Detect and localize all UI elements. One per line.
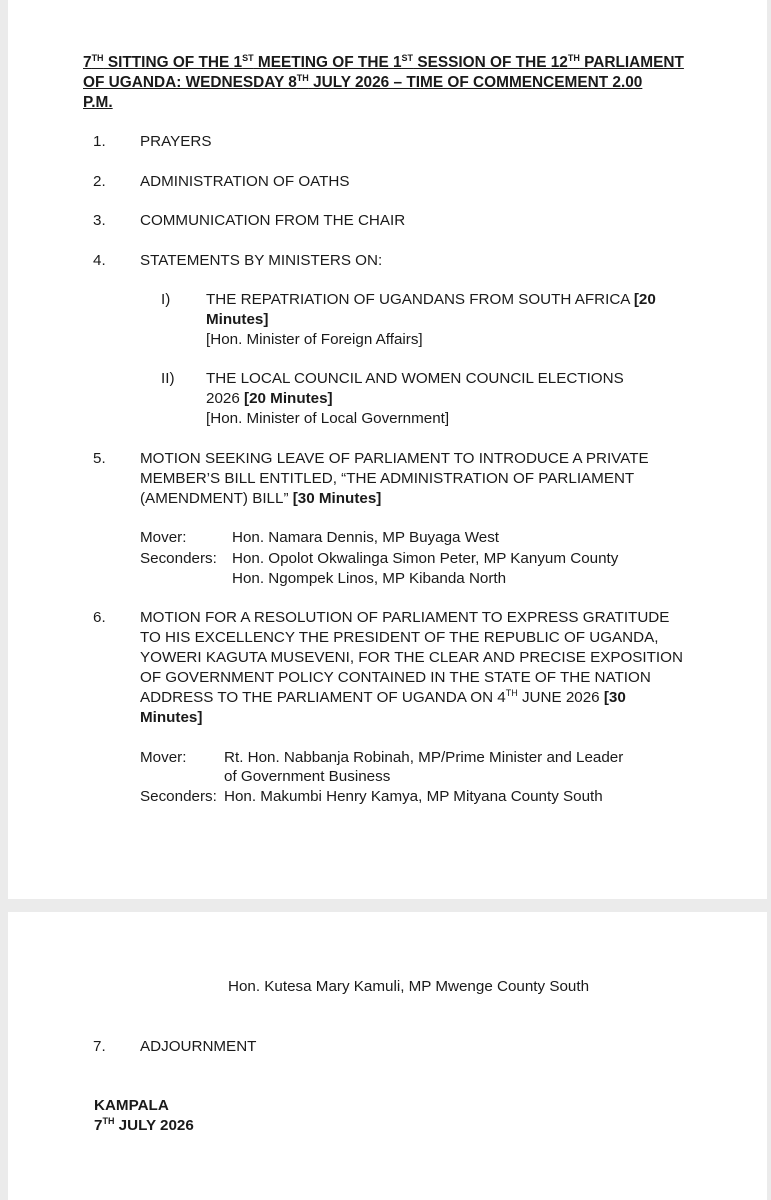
item-4-sub-2-minister: [Hon. Minister of Local Government] [206, 410, 450, 427]
footer-date-suffix: TH [102, 1115, 115, 1126]
footer-date-number: 7 [94, 1117, 103, 1134]
item-6-number: 6. [93, 609, 106, 626]
heading-date-suffix: TH [296, 72, 309, 83]
item-6-mover-label: Mover: [140, 749, 187, 766]
heading-time-text: JULY 2026 – TIME OF COMMENCEMENT 2.00 [308, 74, 643, 91]
item-6-seconders-label: Seconders: [140, 788, 217, 805]
heading-sitting-text: SITTING OF THE [103, 54, 234, 71]
item-6-line-4: OF GOVERNMENT POLICY CONTAINED IN THE STATE OF THE NATION [140, 669, 651, 686]
item-5-seconders-label: Seconders: [140, 550, 217, 567]
item-4-sub-2-time: [20 Minutes] [244, 390, 333, 407]
item-5-line-1: MOTION SEEKING LEAVE OF PARLIAMENT TO INTRODUCE A PRIVATE [140, 450, 649, 467]
item-6-time-b: Minutes] [140, 709, 203, 726]
footer-place: KAMPALA [94, 1097, 169, 1114]
heading-session-suffix: ST [401, 52, 414, 63]
item-7-number: 7. [93, 1038, 106, 1055]
item-4-sub-1-time-a: [20 [633, 291, 656, 308]
heading-session-text: SESSION OF THE [413, 54, 551, 71]
item-6-line-1: MOTION FOR A RESOLUTION OF PARLIAMENT TO EXPRESS GRATITUDE [140, 609, 670, 626]
item-4-number: 4. [93, 252, 106, 269]
order-paper-page-2 [8, 912, 767, 1200]
heading-meeting-number: 1 [233, 54, 243, 71]
item-4-sub-1-time-b: Minutes] [206, 311, 269, 328]
item-5-bill-title: (AMENDMENT) BILL” [140, 490, 293, 507]
heading-meeting-text: MEETING OF THE [253, 54, 393, 71]
item-6-date-rest: JUNE 2026 [517, 689, 604, 706]
item-4-sub-1-minister: [Hon. Minister of Foreign Affairs] [206, 331, 423, 348]
item-5-number: 5. [93, 450, 106, 467]
item-4-sub-2-line-2 [206, 389, 333, 409]
item-6-seconder-2: Hon. Kutesa Mary Kamuli, MP Mwenge County South [228, 978, 590, 995]
heading-sitting-number: 7 [83, 54, 92, 71]
item-5-seconder-1: Hon. Opolot Okwalinga Simon Peter, MP Kanyum County [232, 550, 619, 567]
item-6-mover-line-2: of Government Business [224, 768, 391, 785]
footer-date [94, 1116, 194, 1136]
item-5-mover-label: Mover: [140, 529, 187, 546]
heading-sitting-suffix: TH [91, 52, 104, 63]
item-6-line-5 [140, 688, 626, 708]
item-4-text: STATEMENTS BY MINISTERS ON: [140, 252, 383, 269]
heading-date-text: OF UGANDA: WEDNESDAY 8 [83, 74, 297, 91]
item-5-line-2: MEMBER’S BILL ENTITLED, “THE ADMINISTRATION OF PARLIAMENT [140, 470, 635, 487]
heading-line-2 [83, 74, 642, 92]
item-4-sub-1-line-1: THE REPATRIATION OF UGANDANS FROM SOUTH AFRICA [206, 291, 634, 308]
heading-parliament-text: PARLIAMENT [579, 54, 684, 71]
item-6-line-3: YOWERI KAGUTA MUSEVENI, FOR THE CLEAR AND PRECISE EXPOSITION [140, 649, 683, 666]
footer-date-rest: JULY 2026 [114, 1117, 194, 1134]
item-4-sub-1-number: I) [161, 291, 171, 308]
heading-meeting-suffix: ST [242, 52, 254, 63]
item-3-text: COMMUNICATION FROM THE CHAIR [140, 212, 406, 229]
heading-parliament-suffix: TH [567, 52, 580, 63]
item-4-sub-2-year: 2026 [206, 390, 245, 407]
item-5-mover: Hon. Namara Dennis, MP Buyaga West [232, 529, 500, 546]
heading-session-number: 1 [392, 54, 402, 71]
item-2-text: ADMINISTRATION OF OATHS [140, 173, 350, 190]
item-4-sub-1-title [206, 290, 656, 310]
item-6-address-text: ADDRESS TO THE PARLIAMENT OF UGANDA ON 4 [140, 689, 506, 706]
item-7-text: ADJOURNMENT [140, 1038, 257, 1055]
item-1-text: PRAYERS [140, 133, 212, 150]
item-3-number: 3. [93, 212, 106, 229]
item-6-time-a: [30 [603, 689, 626, 706]
item-2-number: 2. [93, 173, 106, 190]
item-5-seconder-2: Hon. Ngompek Linos, MP Kibanda North [232, 570, 507, 587]
item-1-number: 1. [93, 133, 106, 150]
item-6-mover-line-1: Rt. Hon. Nabbanja Robinah, MP/Prime Minister and Leader [224, 749, 624, 766]
heading-line-3: P.M. [83, 94, 113, 111]
item-5-time: [30 Minutes] [292, 490, 382, 507]
heading-parliament-number: 12 [550, 54, 568, 71]
order-paper-page-1 [8, 0, 767, 899]
item-4-sub-2-line-1: THE LOCAL COUNCIL AND WOMEN COUNCIL ELECTIONS [206, 370, 624, 387]
item-6-date-suffix: TH [505, 687, 518, 698]
heading-line-1 [83, 54, 684, 72]
item-6-seconder-1: Hon. Makumbi Henry Kamya, MP Mityana County South [224, 788, 603, 805]
item-6-line-2: TO HIS EXCELLENCY THE PRESIDENT OF THE REPUBLIC OF UGANDA, [140, 629, 659, 646]
item-4-sub-2-number: II) [161, 370, 175, 387]
item-5-line-3 [140, 489, 381, 509]
